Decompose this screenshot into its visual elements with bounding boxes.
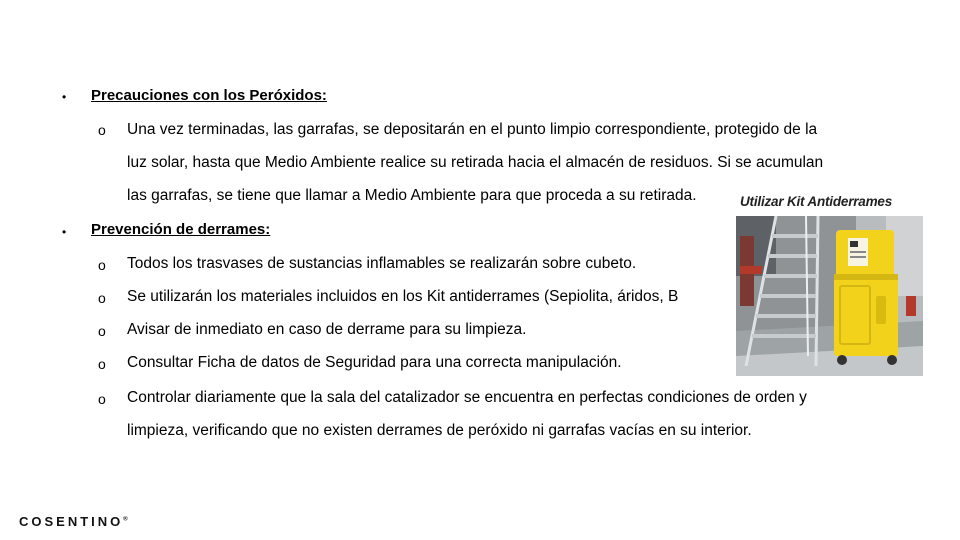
section-heading-prevencion: Prevención de derrames: [91, 221, 271, 238]
image-caption: Utilizar Kit Antiderrames [740, 194, 893, 209]
bullet-level2: o [98, 122, 106, 138]
item-text-line: Una vez terminadas, las garrafas, se depositarán en el punto limpio correspondiente, protegido de la [127, 121, 818, 138]
spill-kit-image-card [736, 190, 924, 378]
item-text-line: Consultar Ficha de datos de Seguridad para una correcta manipulación. [127, 354, 622, 371]
item-text-line: Todos los trasvases de sustancias inflamables se realizarán sobre cubeto. [127, 255, 637, 272]
item-text-line: Controlar diariamente que la sala del catalizador se encuentra en perfectas condiciones de orden y [127, 389, 807, 406]
registered-mark: ® [123, 516, 128, 523]
bullet-level2: o [98, 323, 106, 339]
item-text-line: limpieza, verificando que no existen derrames de peróxido ni garrafas vacías en su interior. [127, 422, 752, 439]
bullet-level2: o [98, 391, 106, 407]
spill-kit-photo [736, 216, 923, 376]
logo-text: COSENTINO [19, 514, 124, 529]
bullet-level2: o [98, 257, 106, 273]
bullet-level2: o [98, 290, 106, 306]
bullet-level1: • [62, 225, 67, 239]
item-text-line: las garrafas, se tiene que llamar a Medio Ambiente para que proceda a su retirada. [127, 187, 697, 204]
section-heading-precauciones: Precauciones con los Peróxidos: [91, 87, 327, 104]
item-text-line: Se utilizarán los materiales incluidos en los Kit antiderrames (Sepiolita, áridos, B [127, 288, 679, 305]
cosentino-logo [19, 514, 128, 529]
item-text-line: luz solar, hasta que Medio Ambiente realice su retirada hacia el almacén de residuos. Si se acumulan [127, 154, 824, 171]
bullet-level2: o [98, 356, 106, 372]
item-text-line: Avisar de inmediato en caso de derrame para su limpieza. [127, 321, 527, 338]
bullet-level1: • [62, 90, 67, 104]
